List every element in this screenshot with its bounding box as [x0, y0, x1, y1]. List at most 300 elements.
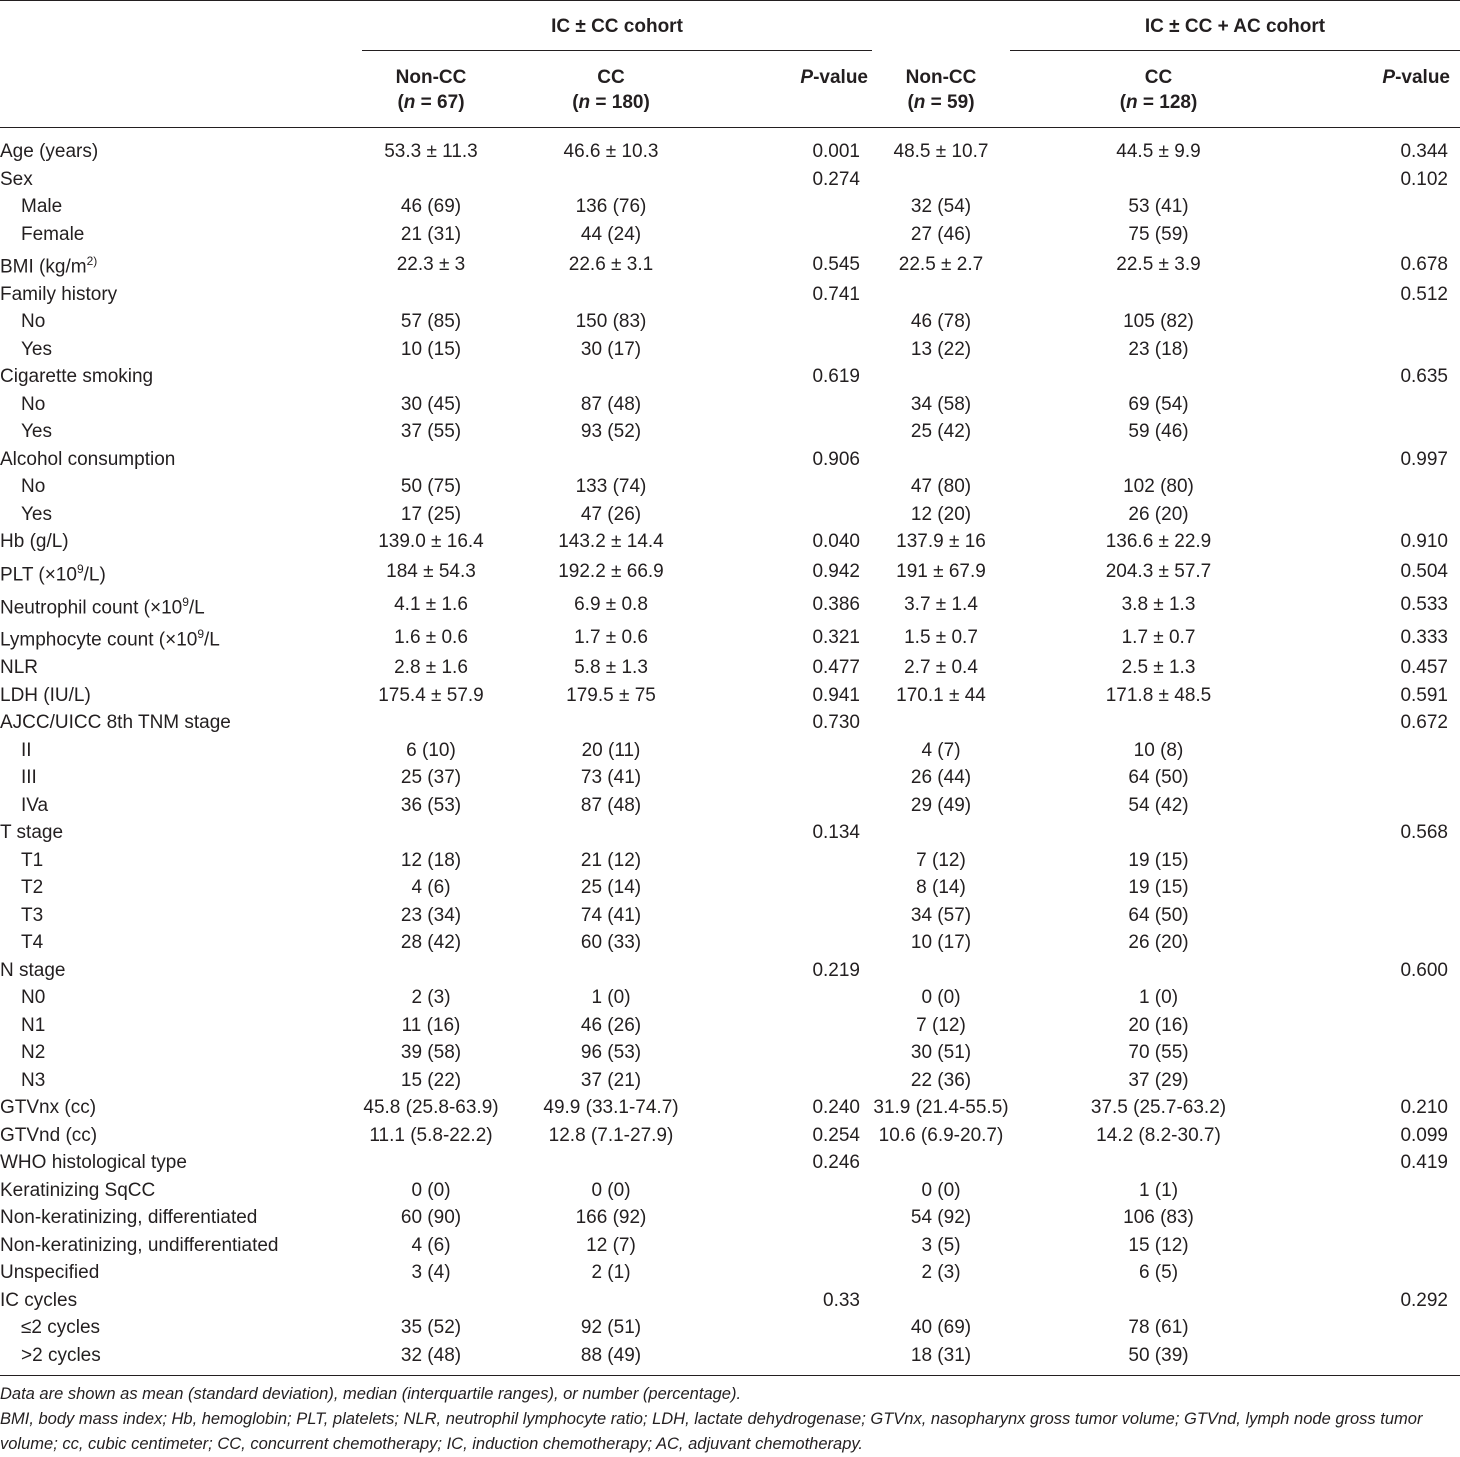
row-label: NLR — [0, 657, 39, 679]
cell-noncc-ic: 0 (0) — [411, 1179, 451, 1201]
cell-noncc-ac: 1.5 ± 0.7 — [904, 627, 978, 649]
cell-noncc-ac: 30 (51) — [910, 1042, 972, 1064]
cell-pvalue-ac — [1307, 847, 1460, 875]
cell-pvalue-ac: 0.292 — [1400, 1289, 1448, 1311]
cell-cc-ac — [1010, 1149, 1307, 1177]
cell-noncc-ac: 3 (5) — [921, 1234, 961, 1256]
cell-pvalue-ac — [1307, 1204, 1460, 1232]
group-spacer — [872, 1, 1010, 53]
cell-pvalue-ic — [722, 984, 872, 1012]
cell-noncc-ac — [872, 819, 1010, 847]
table-row — [0, 1314, 1460, 1342]
table-row — [0, 1204, 1460, 1232]
cell-cc-ic: 136 (76) — [575, 196, 647, 217]
cell-noncc-ac: 25 (42) — [910, 421, 972, 443]
cell-cc-ac: 37 (29) — [1128, 1069, 1189, 1091]
cell-cc-ic — [500, 819, 722, 847]
cell-noncc-ic: 11 (16) — [401, 1014, 461, 1036]
table-row — [0, 764, 1460, 792]
cell-cc-ac: 59 (46) — [1128, 421, 1189, 443]
cell-cc-ic: 6.9 ± 0.8 — [574, 594, 648, 616]
cell-noncc-ac — [872, 446, 1010, 474]
cell-noncc-ic: 50 (75) — [400, 476, 462, 498]
cell-noncc-ic: 4 (6) — [411, 1234, 451, 1256]
row-label: N1 — [21, 1014, 46, 1036]
cell-pvalue-ic — [722, 737, 872, 765]
row-label: Keratinizing SqCC — [0, 1179, 156, 1201]
cell-noncc-ac: 10 (17) — [910, 932, 972, 954]
cell-noncc-ic: 45.8 (25.8-63.9) — [363, 1097, 499, 1119]
col-header-pvalue-1: P-value — [722, 53, 872, 128]
col-header-cc-1: CC (n = 180) — [500, 53, 722, 128]
table-row — [0, 391, 1460, 419]
cell-cc-ic — [500, 1149, 722, 1177]
cell-cc-ac: 70 (55) — [1128, 1042, 1189, 1064]
cell-pvalue-ac — [1307, 336, 1460, 364]
cell-cc-ac: 1 (1) — [1138, 1179, 1179, 1201]
cell-noncc-ac: 26 (44) — [910, 767, 972, 789]
cell-cc-ic: 37 (21) — [580, 1069, 642, 1091]
row-label: Yes — [21, 338, 52, 360]
cell-cc-ic: 21 (12) — [580, 849, 642, 871]
cell-pvalue-ac — [1307, 391, 1460, 419]
table-row — [0, 1177, 1460, 1205]
cell-noncc-ic — [362, 166, 500, 194]
cell-pvalue-ic — [722, 764, 872, 792]
table-row — [0, 589, 1460, 622]
row-label: Male — [21, 196, 63, 217]
cell-cc-ac — [1010, 166, 1307, 194]
cell-cc-ic: 12 (7) — [586, 1234, 636, 1256]
cell-cc-ic — [500, 709, 722, 737]
cell-pvalue-ic: 0.240 — [812, 1097, 860, 1119]
cell-pvalue-ac — [1307, 1259, 1460, 1287]
table-row — [0, 847, 1460, 875]
cell-noncc-ac: 18 (31) — [872, 1342, 1010, 1376]
cell-pvalue-ic: 0.741 — [812, 283, 860, 305]
cell-pvalue-ac — [1307, 418, 1460, 446]
cell-pvalue-ac: 0.102 — [1400, 168, 1448, 190]
cell-pvalue-ac: 0.591 — [1400, 684, 1448, 706]
row-label: Hb (g/L) — [0, 531, 69, 553]
cell-noncc-ic: 39 (58) — [400, 1042, 462, 1064]
cell-pvalue-ic: 0.619 — [812, 366, 860, 388]
cell-noncc-ic: 35 (52) — [400, 1317, 462, 1339]
cell-pvalue-ic: 0.730 — [812, 712, 860, 734]
cell-noncc-ic: 2 (3) — [411, 987, 451, 1009]
table-row — [0, 501, 1460, 529]
cell-noncc-ac: 22 (36) — [910, 1069, 972, 1091]
cell-noncc-ac: 137.9 ± 16 — [896, 531, 986, 553]
cell-cc-ic: 73 (41) — [580, 767, 642, 789]
cell-cc-ac: 22.5 ± 3.9 — [1116, 253, 1201, 275]
cell-pvalue-ic — [722, 1177, 872, 1205]
table-row — [0, 621, 1460, 654]
table-row — [0, 1342, 1460, 1376]
cell-cc-ac: 64 (50) — [1128, 904, 1189, 926]
cell-cc-ic: 46 (26) — [580, 1014, 642, 1036]
cell-cc-ic: 1 (0) — [591, 987, 631, 1009]
cell-cc-ac: 37.5 (25.7-63.2) — [1090, 1097, 1227, 1119]
row-label: Non-keratinizing, differentiated — [0, 1207, 258, 1229]
cell-cc-ac: 14.2 (8.2-30.7) — [1096, 1124, 1221, 1146]
table-row — [0, 193, 1460, 221]
cell-cc-ic: 30 (17) — [580, 338, 642, 360]
cell-pvalue-ac — [1307, 1012, 1460, 1040]
cell-noncc-ac — [872, 1287, 1010, 1315]
cell-pvalue-ic: 0.274 — [812, 168, 860, 190]
cell-noncc-ic: 17 (25) — [400, 503, 462, 525]
cell-noncc-ic: 1.6 ± 0.6 — [394, 627, 468, 649]
cell-pvalue-ic — [722, 193, 872, 221]
col-header-noncc-2: Non-CC (n = 59) — [872, 53, 1010, 128]
cell-pvalue-ic: 0.040 — [812, 531, 860, 553]
cell-cc-ic: 49.9 (33.1-74.7) — [543, 1097, 679, 1119]
cell-noncc-ac: 32 (54) — [910, 196, 972, 217]
row-label: Sex — [0, 168, 33, 190]
cell-pvalue-ic: 0.134 — [812, 822, 860, 844]
cell-cc-ic: 60 (33) — [580, 932, 642, 954]
cell-pvalue-ic: 0.386 — [812, 594, 860, 616]
cell-cc-ac: 204.3 ± 57.7 — [1105, 561, 1212, 583]
cell-cc-ic: 166 (92) — [575, 1207, 647, 1229]
cell-pvalue-ic — [722, 1067, 872, 1095]
cell-noncc-ac — [872, 363, 1010, 391]
cell-cc-ac: 2.5 ± 1.3 — [1121, 657, 1196, 679]
row-label: N2 — [21, 1042, 46, 1064]
cell-cc-ac — [1010, 957, 1307, 985]
row-label: AJCC/UICC 8th TNM stage — [0, 712, 231, 734]
group-header-ic-cc: IC ± CC cohort — [362, 1, 872, 53]
col-header-pvalue-2: P-value — [1307, 53, 1460, 128]
cell-noncc-ac: 54 (92) — [910, 1207, 972, 1229]
cell-pvalue-ic: 0.001 — [812, 141, 860, 162]
cell-pvalue-ic — [722, 1204, 872, 1232]
cell-pvalue-ic: 0.219 — [812, 959, 860, 981]
cell-cc-ac: 15 (12) — [1128, 1234, 1189, 1256]
cell-noncc-ac: 47 (80) — [910, 476, 972, 498]
table-row — [0, 336, 1460, 364]
table-row — [0, 682, 1460, 710]
table-row — [0, 902, 1460, 930]
cell-cc-ac — [1010, 281, 1307, 309]
cell-noncc-ic: 4 (6) — [411, 877, 451, 899]
cell-pvalue-ic — [722, 336, 872, 364]
cell-cc-ac — [1010, 1287, 1307, 1315]
cell-cc-ic: 2 (1) — [591, 1262, 631, 1284]
table-row — [0, 281, 1460, 309]
cell-noncc-ic: 22.3 ± 3 — [396, 253, 466, 275]
cell-cc-ac: 19 (15) — [1128, 849, 1189, 871]
cell-cc-ac: 1.7 ± 0.7 — [1121, 627, 1196, 649]
cell-noncc-ic — [362, 709, 500, 737]
table-row — [0, 128, 1460, 166]
cell-pvalue-ic — [722, 874, 872, 902]
cell-noncc-ic: 2.8 ± 1.6 — [394, 657, 468, 679]
cell-cc-ic — [500, 957, 722, 985]
row-label: GTVnd (cc) — [0, 1124, 98, 1146]
cell-pvalue-ac — [1307, 764, 1460, 792]
table-row — [0, 1067, 1460, 1095]
cell-cc-ic — [500, 446, 722, 474]
cell-cc-ic — [500, 1287, 722, 1315]
cell-pvalue-ic — [722, 1259, 872, 1287]
row-label: Family history — [0, 283, 118, 305]
cell-cc-ic: 1.7 ± 0.6 — [574, 627, 648, 649]
cell-noncc-ac: 48.5 ± 10.7 — [893, 141, 989, 162]
row-label: Cigarette smoking — [0, 366, 154, 388]
row-label: BMI ($kg/m^{2)}$ — [0, 254, 98, 278]
cell-cc-ac — [1010, 446, 1307, 474]
cell-cc-ic: 87 (48) — [580, 794, 642, 816]
cell-noncc-ac — [872, 957, 1010, 985]
cell-pvalue-ac: 0.512 — [1400, 283, 1448, 305]
cell-pvalue-ic — [722, 391, 872, 419]
table-row — [0, 984, 1460, 1012]
cell-noncc-ac: 27 (46) — [910, 223, 972, 245]
row-label: N stage — [0, 959, 66, 981]
row-label: >2 cycles — [0, 1342, 362, 1376]
table-row — [0, 308, 1460, 336]
row-label: No — [21, 476, 46, 498]
cell-pvalue-ac — [1307, 902, 1460, 930]
cell-pvalue-ic — [722, 1342, 872, 1376]
cell-cc-ac — [1010, 363, 1307, 391]
cell-pvalue-ic — [722, 501, 872, 529]
row-label: ≤2 cycles — [21, 1317, 101, 1339]
cell-cc-ac: 171.8 ± 48.5 — [1105, 684, 1212, 706]
cell-noncc-ac: 0 (0) — [921, 987, 961, 1009]
cell-noncc-ic: 23 (34) — [400, 904, 462, 926]
cell-cc-ac: 6 (5) — [1138, 1262, 1179, 1284]
row-label: T3 — [21, 904, 44, 926]
row-label: Non-keratinizing, undifferentiated — [0, 1234, 279, 1256]
empty-header-cell — [0, 1, 362, 53]
cell-noncc-ic: 3 (4) — [411, 1262, 451, 1284]
cell-noncc-ac: 2.7 ± 0.4 — [904, 657, 978, 679]
table-row — [0, 1012, 1460, 1040]
cell-cc-ac: 69 (54) — [1128, 393, 1189, 415]
row-label: Yes — [21, 503, 52, 525]
cell-pvalue-ic: 0.246 — [812, 1152, 860, 1174]
cell-pvalue-ac — [1307, 1067, 1460, 1095]
cell-cc-ic: 74 (41) — [580, 904, 642, 926]
cell-cc-ac: 64 (50) — [1128, 767, 1189, 789]
cell-noncc-ac: 29 (49) — [910, 794, 972, 816]
group-header-ic-cc-ac: IC ± CC + AC cohort — [1010, 1, 1460, 53]
row-label: N3 — [21, 1069, 46, 1091]
cell-pvalue-ac — [1307, 1177, 1460, 1205]
cell-noncc-ic: 139.0 ± 16.4 — [378, 531, 484, 553]
cell-pvalue-ac: 0.997 — [1400, 448, 1448, 470]
cell-noncc-ac: 7 (12) — [916, 849, 966, 871]
cell-noncc-ic: 46 (69) — [400, 196, 462, 217]
cell-pvalue-ac — [1307, 193, 1460, 221]
cell-noncc-ac: 2 (3) — [921, 1262, 961, 1284]
table-row — [0, 874, 1460, 902]
cell-cc-ic: 46.6 ± 10.3 — [563, 141, 659, 162]
row-label: III — [21, 767, 37, 789]
row-label: T2 — [21, 877, 44, 899]
cell-cc-ic: 192.2 ± 66.9 — [558, 561, 664, 583]
cell-pvalue-ac — [1307, 874, 1460, 902]
cell-pvalue-ic — [722, 221, 872, 249]
cell-pvalue-ic: 0.906 — [812, 448, 860, 470]
cell-cc-ac: 105 (82) — [1123, 311, 1194, 333]
cell-noncc-ic: 11.1 (5.8-22.2) — [369, 1124, 493, 1146]
cell-pvalue-ic — [722, 929, 872, 957]
table-row — [0, 1232, 1460, 1260]
cell-noncc-ic: 184 ± 54.3 — [386, 561, 476, 583]
cell-cc-ic: 20 (11) — [581, 739, 641, 761]
cell-noncc-ac — [872, 709, 1010, 737]
cell-noncc-ac: 10.6 (6.9-20.7) — [878, 1124, 1004, 1146]
cell-noncc-ic — [362, 363, 500, 391]
table-row — [0, 1039, 1460, 1067]
row-label: T1 — [21, 849, 44, 871]
row-label: II — [21, 739, 32, 761]
cell-pvalue-ac: 0.635 — [1400, 366, 1448, 388]
cell-cc-ac: 50 (39) — [1010, 1342, 1307, 1376]
cell-cc-ac: 106 (83) — [1123, 1207, 1194, 1229]
cell-noncc-ac: 3.7 ± 1.4 — [904, 594, 978, 616]
cell-cc-ic: 12.8 (7.1-27.9) — [548, 1124, 674, 1146]
cell-noncc-ic: 53.3 ± 11.3 — [384, 141, 478, 162]
cell-noncc-ic — [362, 819, 500, 847]
cell-noncc-ac: 191 ± 67.9 — [896, 561, 986, 583]
table-row — [0, 1149, 1460, 1177]
cell-cc-ac: 75 (59) — [1128, 223, 1189, 245]
cell-cc-ac: 102 (80) — [1123, 476, 1194, 498]
cell-pvalue-ac: 0.099 — [1400, 1124, 1448, 1146]
row-label: N0 — [21, 987, 46, 1009]
cell-pvalue-ac: 0.344 — [1400, 141, 1448, 162]
cell-noncc-ac: 13 (22) — [910, 338, 972, 360]
cell-pvalue-ac — [1307, 501, 1460, 529]
cell-noncc-ac: 40 (69) — [910, 1317, 972, 1339]
cell-noncc-ic: 12 (18) — [400, 849, 462, 871]
row-label: WHO histological type — [0, 1152, 187, 1174]
table-row — [0, 1094, 1460, 1122]
cell-cc-ac: 1 (0) — [1138, 987, 1179, 1009]
cell-pvalue-ic — [722, 792, 872, 820]
table-row — [0, 446, 1460, 474]
row-label: Female — [21, 223, 85, 245]
cell-pvalue-ac — [1307, 308, 1460, 336]
cell-pvalue-ac: 0.333 — [1400, 627, 1448, 649]
table-body — [0, 128, 1460, 1376]
table-row — [0, 957, 1460, 985]
row-label: Lymphocyte count ($\times 10^9/L$ — [0, 627, 220, 651]
cell-pvalue-ic — [722, 1232, 872, 1260]
row-label: No — [21, 393, 46, 415]
cell-pvalue-ic: 0.254 — [812, 1124, 860, 1146]
cell-noncc-ac — [872, 166, 1010, 194]
cell-cc-ic: 87 (48) — [580, 393, 642, 415]
cell-pvalue-ac — [1307, 1342, 1460, 1376]
table-row — [0, 792, 1460, 820]
cell-noncc-ic: 32 (48) — [362, 1342, 500, 1376]
cell-cc-ac: 10 (8) — [1133, 739, 1184, 761]
cell-pvalue-ac: 0.504 — [1400, 561, 1448, 583]
cell-cc-ac: 26 (20) — [1128, 503, 1189, 525]
cell-noncc-ic: 15 (22) — [400, 1069, 462, 1091]
row-label: IC cycles — [0, 1289, 78, 1311]
cell-noncc-ic: 4.1 ± 1.6 — [394, 594, 468, 616]
table-row — [0, 1122, 1460, 1150]
cell-noncc-ic: 6 (10) — [406, 739, 456, 761]
cell-noncc-ic: 21 (31) — [400, 223, 462, 245]
label-column-header — [0, 53, 362, 128]
cell-pvalue-ac: 0.672 — [1400, 712, 1448, 734]
cell-pvalue-ic — [722, 473, 872, 501]
cell-pvalue-ic — [722, 418, 872, 446]
table-row — [0, 528, 1460, 556]
row-label: Alcohol consumption — [0, 448, 176, 470]
cell-cc-ac: 54 (42) — [1128, 794, 1189, 816]
table-row — [0, 1259, 1460, 1287]
cell-noncc-ac: 8 (14) — [916, 877, 966, 899]
cell-noncc-ac: 7 (12) — [916, 1014, 966, 1036]
table-row — [0, 248, 1460, 281]
cell-cc-ic: 143.2 ± 14.4 — [558, 531, 664, 553]
cell-cc-ic: 92 (51) — [580, 1317, 642, 1339]
cell-cc-ic: 47 (26) — [580, 503, 642, 525]
cell-cc-ac: 78 (61) — [1128, 1317, 1189, 1339]
cell-cc-ic: 22.6 ± 3.1 — [568, 253, 654, 275]
cell-pvalue-ac — [1307, 1314, 1460, 1342]
table-row — [0, 929, 1460, 957]
cell-cc-ac: 44.5 ± 9.9 — [1116, 141, 1201, 162]
cell-noncc-ic: 60 (90) — [400, 1207, 462, 1229]
cell-cc-ac — [1010, 819, 1307, 847]
cell-pvalue-ac: 0.678 — [1400, 253, 1448, 275]
cell-noncc-ic — [362, 957, 500, 985]
col-header-noncc-1: Non-CC (n = 67) — [362, 53, 500, 128]
cell-cc-ic — [500, 363, 722, 391]
table-row — [0, 1287, 1460, 1315]
row-label: PLT $(\times 10^9/L)$ — [0, 561, 106, 586]
cell-noncc-ac: 22.5 ± 2.7 — [898, 253, 984, 275]
cell-cc-ac: 53 (41) — [1128, 196, 1189, 217]
cell-cc-ac: 23 (18) — [1128, 338, 1189, 360]
cell-pvalue-ac — [1307, 1232, 1460, 1260]
cell-cc-ic — [500, 281, 722, 309]
cell-noncc-ac: 46 (78) — [910, 311, 972, 333]
cell-cc-ic: 88 (49) — [500, 1342, 722, 1376]
cell-cc-ic: 93 (52) — [580, 421, 642, 443]
cell-pvalue-ac: 0.600 — [1400, 959, 1448, 981]
table-row — [0, 221, 1460, 249]
cell-pvalue-ic: 0.545 — [812, 253, 860, 275]
table-row — [0, 418, 1460, 446]
cell-pvalue-ac: 0.210 — [1400, 1097, 1448, 1119]
cell-noncc-ic: 175.4 ± 57.9 — [378, 684, 484, 706]
cell-noncc-ac: 34 (58) — [910, 393, 972, 415]
cell-pvalue-ic — [722, 847, 872, 875]
cell-pvalue-ic — [722, 1314, 872, 1342]
row-label: Age (years) — [0, 141, 99, 162]
cell-cc-ic: 44 (24) — [580, 223, 642, 245]
cell-cc-ac — [1010, 709, 1307, 737]
cell-pvalue-ic: 0.942 — [812, 561, 860, 583]
cell-pvalue-ac: 0.419 — [1400, 1152, 1448, 1174]
cell-noncc-ic — [362, 1149, 500, 1177]
cell-noncc-ac: 12 (20) — [910, 503, 972, 525]
cell-noncc-ac — [872, 1149, 1010, 1177]
cell-noncc-ic: 28 (42) — [400, 932, 462, 954]
cell-pvalue-ic: 0.321 — [812, 627, 860, 649]
